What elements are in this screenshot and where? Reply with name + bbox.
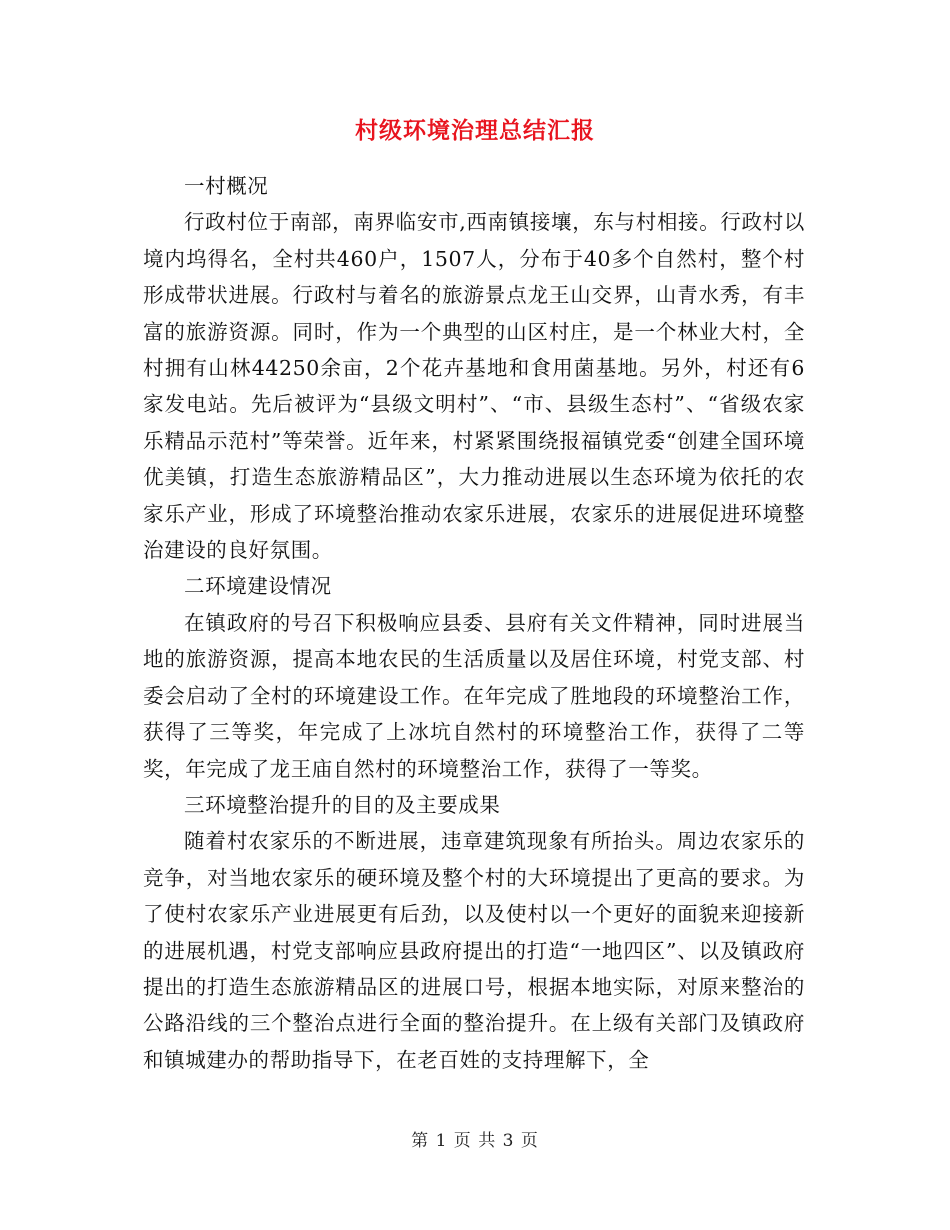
document-title: 村级环境治理总结汇报: [355, 117, 595, 144]
section-heading-overview: 一村概况: [184, 174, 269, 198]
page-number-footer: 第 1 页 共 3 页: [411, 1131, 539, 1151]
paragraph-goals-results: 随着村农家乐的不断进展，违章建筑现象有所抬头。周边农家乐的竞争，对当地农家乐的硬环境及整个村的大环境提出了更高的要求。为了使村农家乐产业进展更有后劲，以及使村以一个更好的面貌来迎接新的进展机遇，村党支部响应县政府提出的打造“一地四区”、以及镇政府提出的打造生态旅游精品区的进展口号，根据本地实际，对原来整治的公路沿线的三个整治点进行全面的整治提升。在上级有关部门及镇政府和镇城建办的帮助指导下，在老百姓的支持理解下，全: [143, 829, 805, 1072]
section-heading-goals-results: 三环境整治提升的目的及主要成果: [184, 792, 501, 817]
document-body: [143, 168, 805, 1078]
paragraph-overview: 行政村位于南部，南界临安市,西南镇接壤，东与村相接。行政村以境内坞得名，全村共460户，1507人，分布于40多个自然村，整个村形成带状进展。行政村与着名的旅游景点龙王山交界，山青水秀，有丰富的旅游资源。同时，作为一个典型的山区村庄，是一个林业大村，全村拥有山林44250余亩，2个花卉基地和食用菌基地。另外，村还有6家发电站。先后被评为“县级文明村”、“市、县级生态村”、“省级农家乐精品示范村”等荣誉。近年来，村紧紧围绕报福镇党委“创建全国环境优美镇，打造生态旅游精品区”，大力推动进展以生态环境为依托的农家乐产业，形成了环境整治推动农家乐进展，农家乐的进展促进环境整治建设的良好氛围。: [143, 210, 805, 563]
paragraph-environment-construction: 在镇政府的号召下积极响应县委、县府有关文件精神，同时进展当地的旅游资源，提高本地农民的生活质量以及居住环境，村党支部、村委会启动了全村的环境建设工作。在年完成了胜地段的环境整治工作，获得了三等奖，年完成了上冰坑自然村的环境整治工作，获得了二等奖，年完成了龙王庙自然村的环境整治工作，获得了一等奖。: [143, 610, 805, 781]
section-heading-environment-construction: 二环境建设情况: [184, 574, 332, 599]
